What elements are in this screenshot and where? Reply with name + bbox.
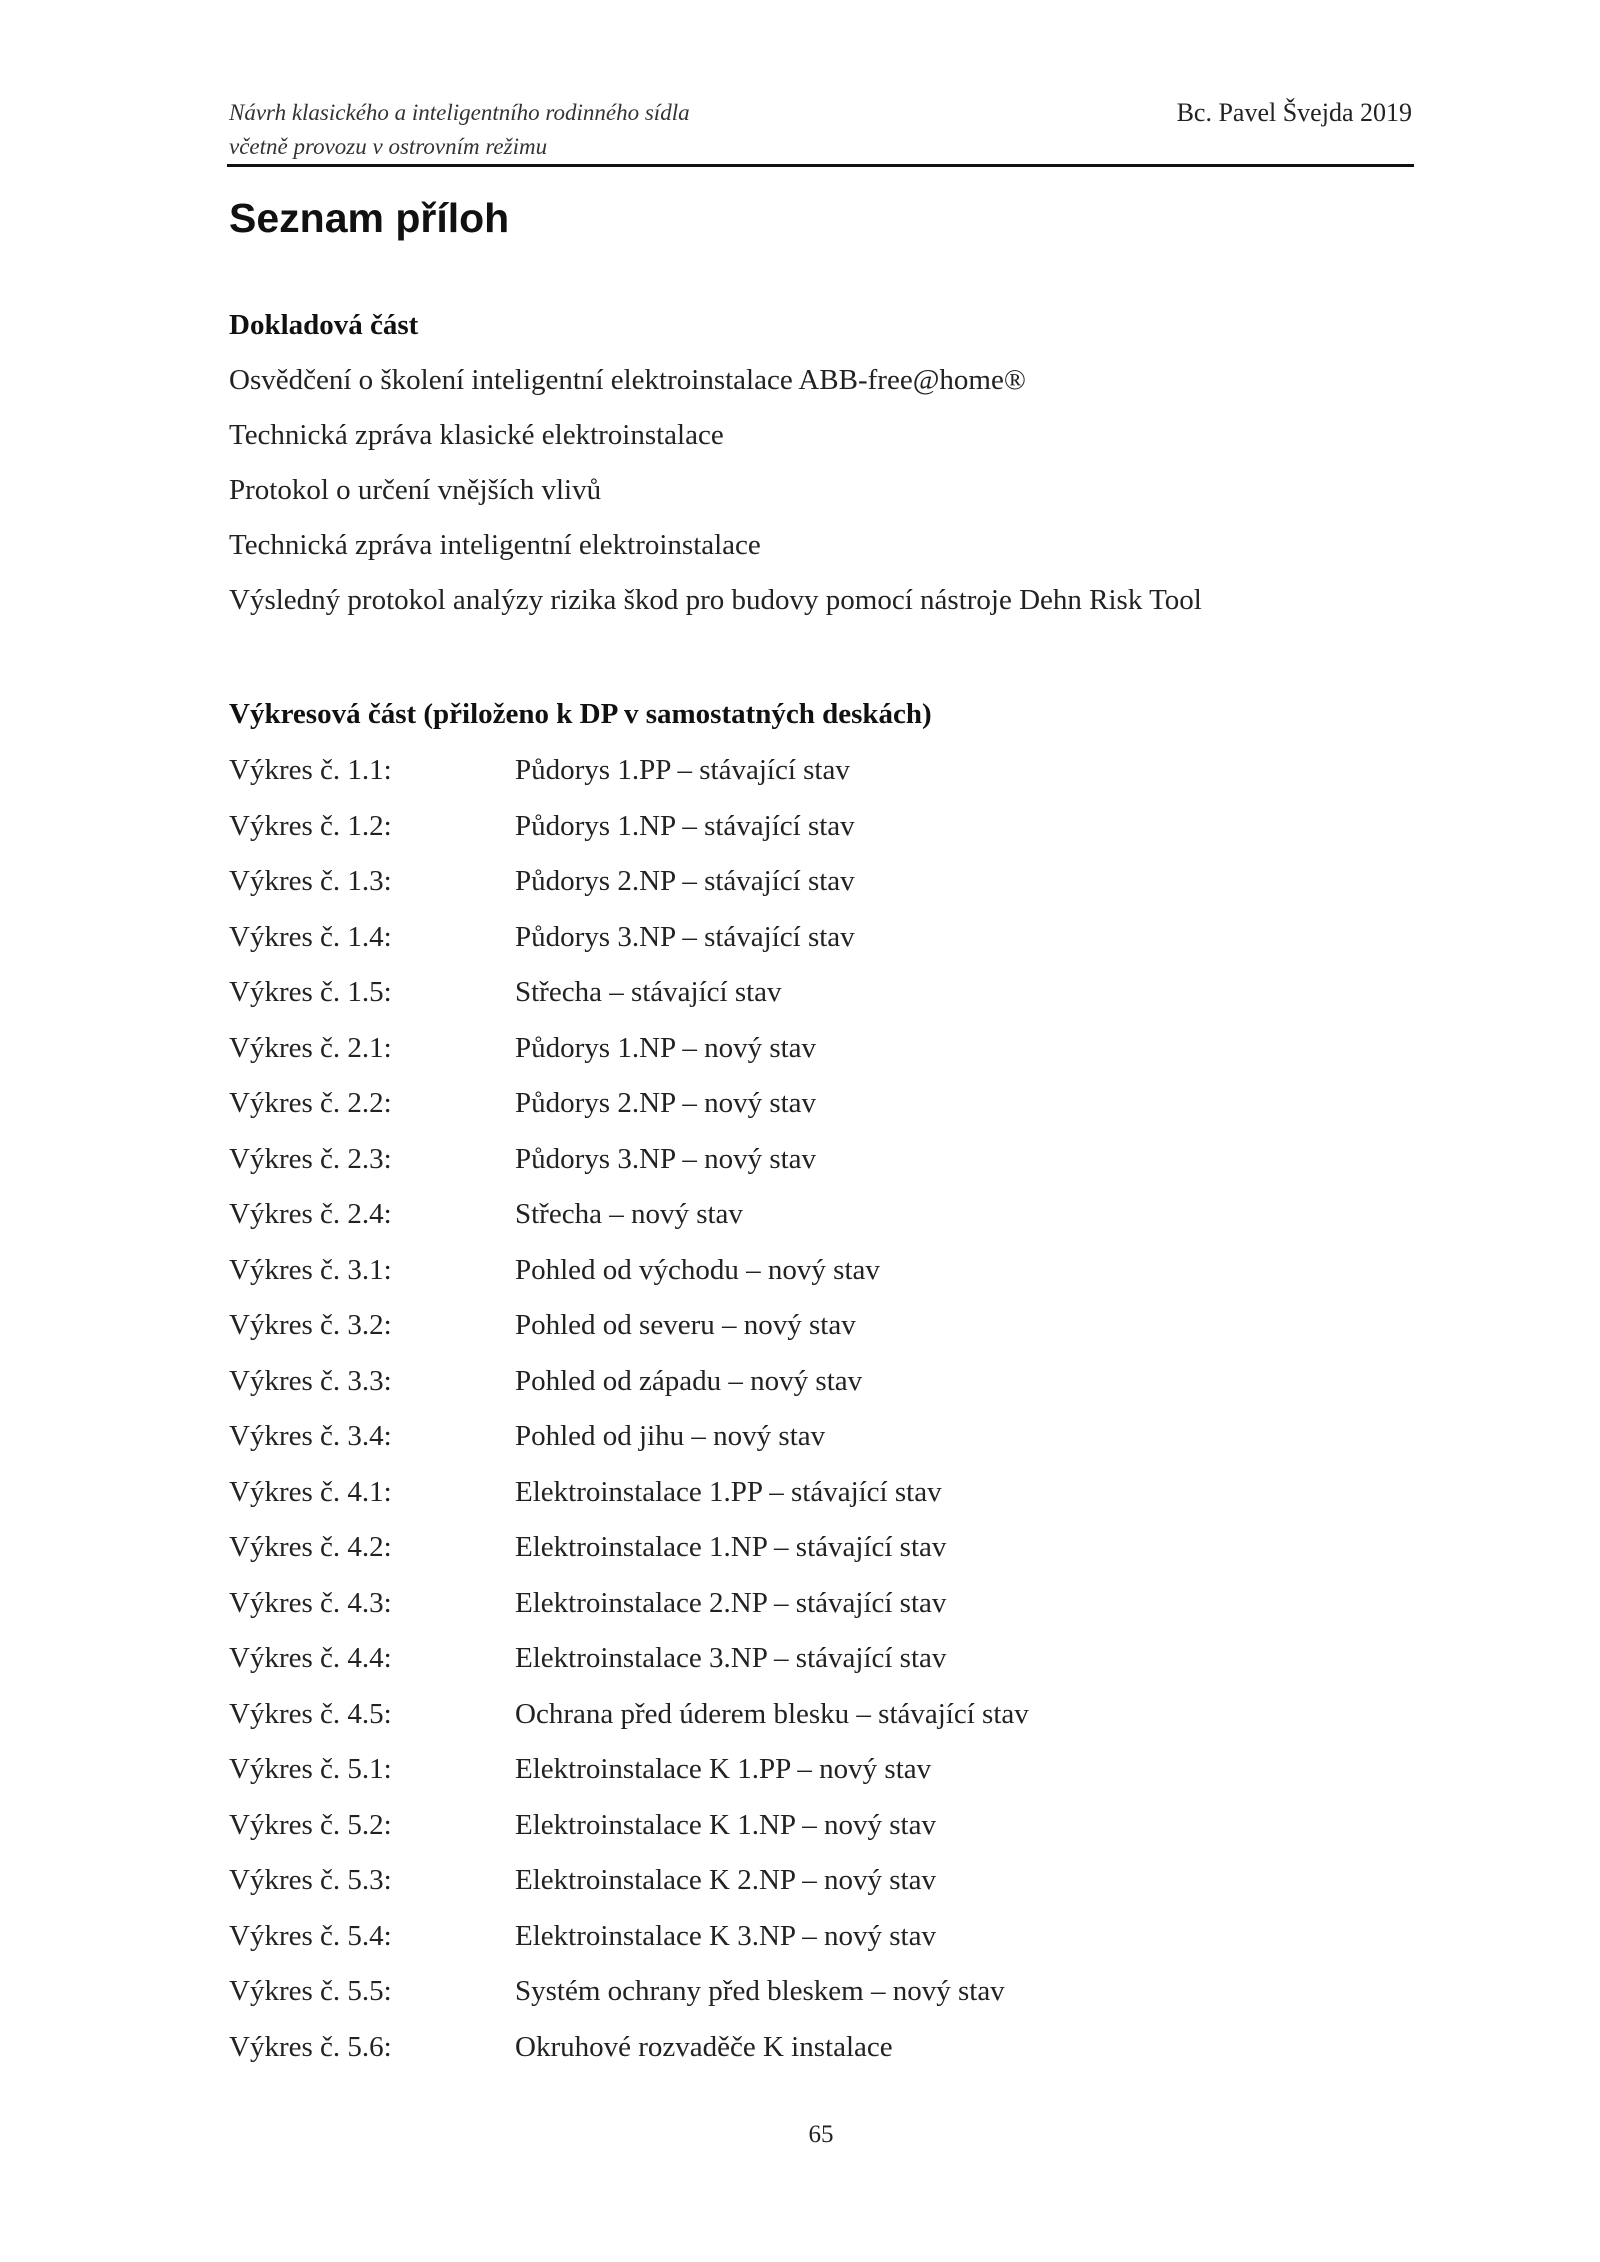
drawing-row [229,1916,1409,1956]
drawing-number: Výkres č. 2.1: [229,1031,392,1064]
drawing-number: Výkres č. 5.4: [229,1919,392,1952]
drawing-row [229,1028,1409,1068]
drawing-section [229,694,1409,2067]
drawing-row [229,2027,1409,2067]
drawing-number: Výkres č. 5.2: [229,1808,392,1841]
drawing-title: Půdorys 2.NP – stávající stav [515,865,855,897]
drawing-title: Ochrana před úderem blesku – stávající stav [515,1697,1029,1730]
drawing-row [229,1583,1409,1623]
drawing-number: Výkres č. 5.3: [229,1864,392,1896]
drawing-row [229,1749,1409,1789]
header-divider [227,164,1414,167]
drawing-title: Elektroinstalace K 3.NP – nový stav [515,1919,936,1952]
drawing-row [229,1305,1409,1345]
drawing-row [229,1361,1409,1401]
drawing-row [229,1694,1409,1734]
drawing-row [229,806,1409,846]
drawing-row [229,1860,1409,1900]
drawing-number: Výkres č. 4.4: [229,1642,392,1674]
drawing-row [229,972,1409,1012]
drawing-row [229,750,1409,790]
drawing-title: Okruhové rozvaděče K instalace [515,2030,893,2063]
drawing-row [229,1416,1409,1456]
documentary-section [229,305,1409,620]
drawing-title: Elektroinstalace 1.PP – stávající stav [515,1475,942,1508]
drawing-title: Pohled od východu – nový stav [515,1253,880,1286]
drawing-number: Výkres č. 1.1: [229,754,392,786]
documentary-list-item: Technická zpráva inteligentní elektroinstalace [229,529,761,561]
drawing-row [229,1083,1409,1123]
drawing-title: Elektroinstalace K 1.NP – nový stav [515,1808,936,1841]
drawing-number: Výkres č. 5.5: [229,1975,392,2007]
drawing-title: Půdorys 1.NP – nový stav [515,1031,817,1064]
documentary-section-heading: Dokladová část [229,309,419,341]
documentary-list-item: Výsledný protokol analýzy rizika škod pro budovy pomocí nástroje Dehn Risk Tool [229,584,1202,616]
drawing-title: Pohled od severu – nový stav [515,1309,856,1341]
drawing-number: Výkres č. 2.3: [229,1142,392,1175]
drawing-row [229,917,1409,957]
drawing-row [229,1139,1409,1179]
drawing-number: Výkres č. 3.1: [229,1253,392,1286]
drawing-row [229,1527,1409,1567]
drawing-title: Půdorys 2.NP – nový stav [515,1087,817,1119]
drawing-title: Elektroinstalace 3.NP – stávající stav [515,1642,947,1674]
drawing-row [229,1971,1409,2011]
drawing-number: Výkres č. 3.3: [229,1364,392,1397]
header-title-line-2: včetně provozu v ostrovním režimu [229,134,548,159]
drawing-title: Elektroinstalace 2.NP – stávající stav [515,1586,947,1619]
running-header [229,96,1412,166]
drawing-number: Výkres č. 1.2: [229,809,392,842]
drawing-title: Pohled od západu – nový stav [515,1364,863,1397]
drawing-number: Výkres č. 3.2: [229,1309,392,1341]
drawing-number: Výkres č. 5.1: [229,1753,392,1785]
drawing-number: Výkres č. 4.3: [229,1586,392,1619]
drawing-row [229,1472,1409,1512]
drawing-number: Výkres č. 1.4: [229,920,392,953]
drawing-title: Půdorys 1.PP – stávající stav [515,754,850,786]
documentary-list-item: Protokol o určení vnějších vlivů [229,474,602,506]
page-number: 65 [808,2121,834,2148]
drawing-number: Výkres č. 1.3: [229,865,392,897]
drawing-row [229,1805,1409,1845]
drawing-section-heading: Výkresová část (přiloženo k DP v samostatných deskách) [229,698,932,730]
drawing-number: Výkres č. 4.5: [229,1697,392,1730]
drawing-row [229,1194,1409,1234]
drawing-title: Elektroinstalace 1.NP – stávající stav [515,1531,947,1563]
drawing-title: Elektroinstalace K 1.PP – nový stav [515,1753,932,1785]
drawing-title: Střecha – nový stav [515,1198,743,1230]
drawing-title: Systém ochrany před bleskem – nový stav [515,1975,1005,2007]
header-thesis-title [229,96,690,164]
header-author-year: Bc. Pavel Švejda 2019 [1176,98,1412,127]
drawing-number: Výkres č. 4.1: [229,1475,392,1508]
drawing-number: Výkres č. 4.2: [229,1531,392,1563]
drawing-row [229,1638,1409,1678]
drawing-title: Střecha – stávající stav [515,976,782,1008]
drawing-number: Výkres č. 2.4: [229,1198,392,1230]
drawing-title: Elektroinstalace K 2.NP – nový stav [515,1864,936,1896]
documentary-list-item: Osvědčení o školení inteligentní elektroinstalace ABB-free@home® [229,364,1026,396]
drawing-number: Výkres č. 5.6: [229,2030,392,2063]
drawing-title: Půdorys 3.NP – nový stav [515,1142,817,1175]
drawing-row [229,1250,1409,1290]
page-title: Seznam příloh [229,195,510,241]
drawing-row [229,861,1409,901]
drawing-list [229,750,1409,2067]
drawing-number: Výkres č. 2.2: [229,1087,392,1119]
header-title-line-1: Návrh klasického a inteligentního rodinného sídla [229,100,690,125]
drawing-number: Výkres č. 1.5: [229,976,392,1008]
documentary-list-item: Technická zpráva klasické elektroinstalace [229,419,724,451]
drawing-title: Pohled od jihu – nový stav [515,1420,826,1452]
drawing-title: Půdorys 1.NP – stávající stav [515,809,855,842]
drawing-title: Půdorys 3.NP – stávající stav [515,920,855,953]
drawing-number: Výkres č. 3.4: [229,1420,392,1452]
